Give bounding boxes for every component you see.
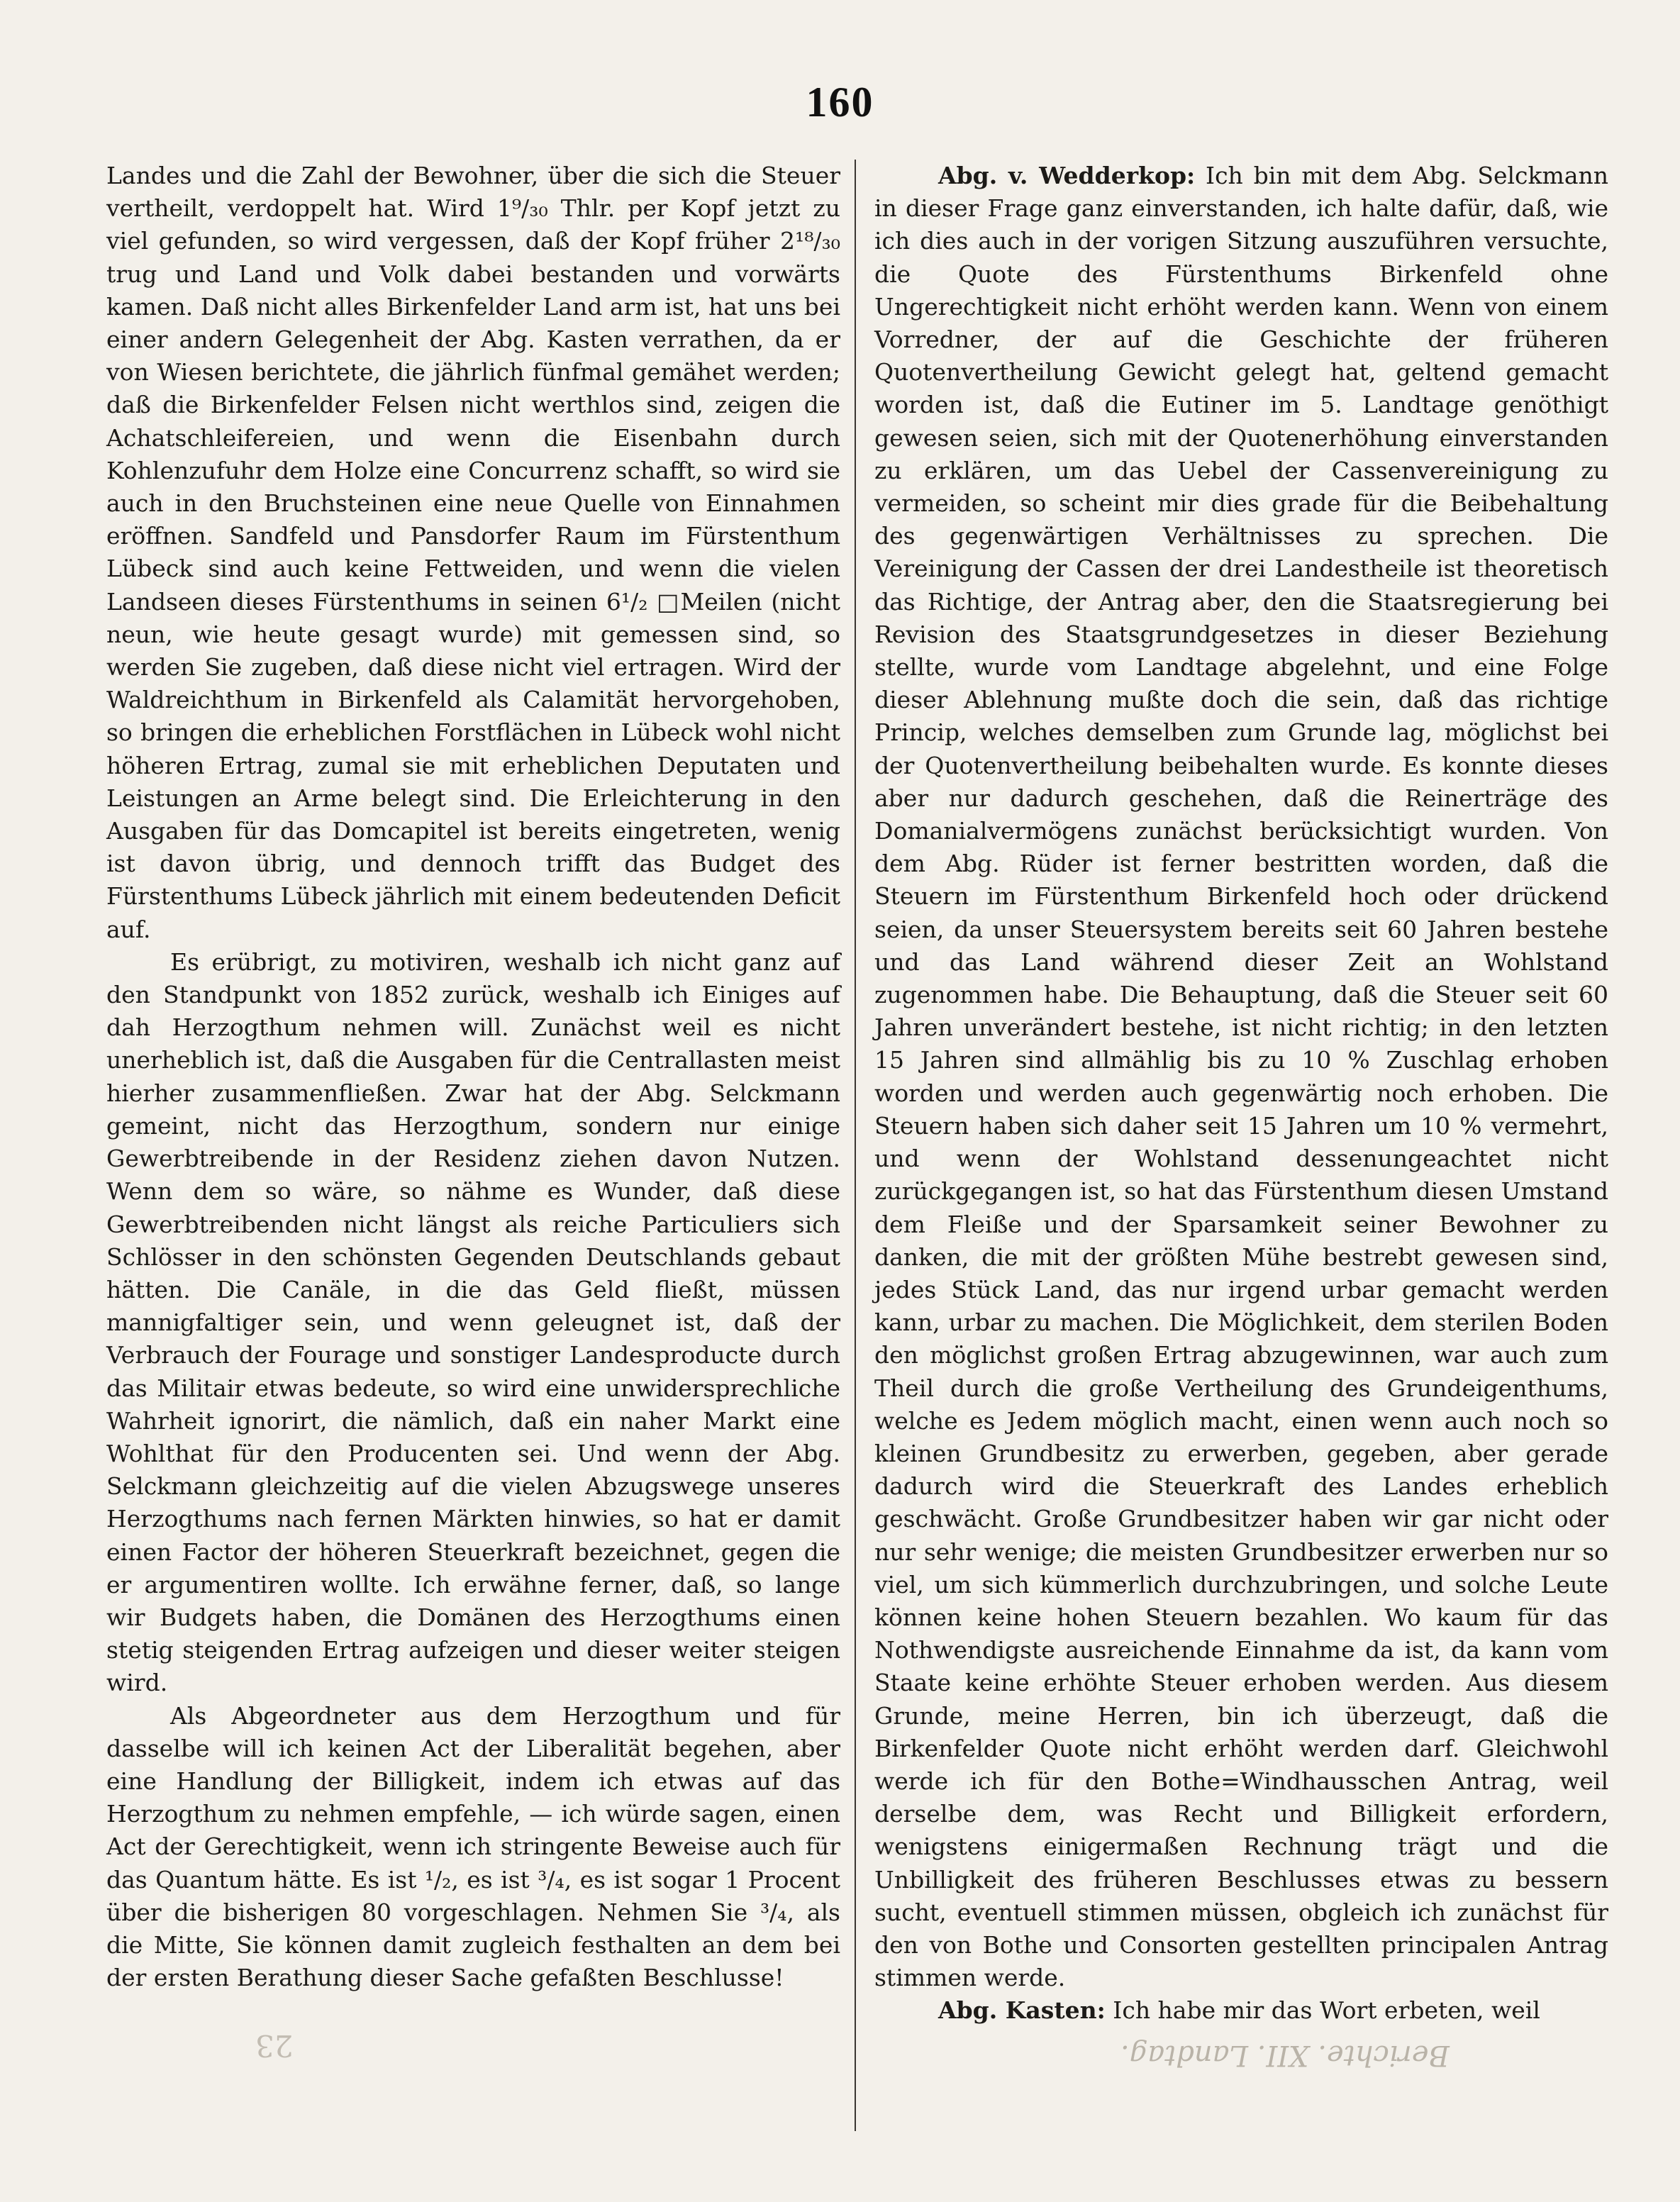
right-paragraph-2 [874,1994,1608,2027]
speaker-wedderkop: Abg. v. Wedderkop: [938,162,1196,189]
column-divider [855,160,856,2131]
right-paragraph-1-text: Ich bin mit dem Abg. Selckmann in dieser Frage ganz einverstanden, ich halte dafür, daß, wie ich dies auch in der vorigen Sitzung auszuführen versuchte, die Quote des Fürstenthums Birkenfeld ohne Ungerechtigkeit nicht erhöht werden kann. Wenn von einem Vorredner, der auf die Geschichte der früheren Quotenvertheilung Gewicht gelegt hat, geltend gemacht worden ist, daß die Eutiner im 5. Landtage genöthigt gewesen seien, sich mit der Quotenerhöhung einverstanden zu erklären, um das Uebel der Cassenvereinigung zu vermeiden, so scheint mir dies grade für die Beibehaltung des gegenwärtigen Verhältnisses zu sprechen. Die Vereinigung der Cassen der drei Landestheile ist theoretisch das Richtige, der Antrag aber, den die Staatsregierung bei Revision des Staatsgrundgesetzes in dieser Beziehung stellte, wurde vom Landtage abgelehnt, und eine Folge dieser Ablehnung mußte doch die sein, daß das richtige Princip, welches demselben zum Grunde lag, möglichst bei der Quotenvertheilung beibehalten wurde. Es konnte dieses aber nur dadurch geschehen, daß die Reinerträge des Domanialvermögens zunächst berücksichtigt wurden. Von dem Abg. Rüder ist ferner bestritten worden, daß die Steuern im Fürstenthum Birkenfeld hoch oder drückend seien, da unser Steuersystem bereits seit 60 Jahren bestehe und das Land während dieser Zeit an Wohlstand zugenommen habe. Die Behauptung, daß die Steuer seit 60 Jahren unverändert bestehe, ist nicht richtig; in den letzten 15 Jahren sind allmählig bis zu 10 % Zuschlag erhoben worden und werden auch gegenwärtig noch erhoben. Die Steuern haben sich daher seit 15 Jahren um 10 % vermehrt, und wenn der Wohlstand dessenungeachtet nicht zurückgegangen ist, so hat das Fürstenthum diesen Umstand dem Fleiße und der Sparsamkeit seiner Bewohner zu danken, die mit der größten Mühe bestrebt gewesen sind, jedes Stück Land, das nur irgend urbar gemacht werden kann, urbar zu machen. Die Möglichkeit, dem sterilen Boden den möglichst großen Ertrag abzugewinnen, war auch zum Theil durch die große Vertheilung des Grundeigenthums, welche es Jedem möglich macht, einen wenn auch noch so kleinen Grundbesitz zu erwerben, gegeben, aber gerade dadurch wird die Steuerkraft des Landes erheblich geschwächt. Große Grundbesitzer haben wir gar nicht oder nur sehr wenige; die meisten Grundbesitzer erwerben nur so viel, um sich kümmerlich durchzubringen, und solche Leute können keine hohen Steuern bezahlen. Wo kaum für das Nothwendigste ausreichende Einnahme da ist, da kann vom Staate keine erhöhte Steuer erhoben werden. Aus diesem Grunde, meine Herren, bin ich überzeugt, daß die Birkenfelder Quote nicht erhöht werden darf. Gleichwohl werde ich für den Bothe=Windhausschen Antrag, weil derselbe dem, was Recht und Billigkeit erfordern, wenigstens einigermaßen Rechnung trägt und die Unbilligkeit des früheren Beschlusses etwas zu bessern sucht, eventuell stimmen müssen, obgleich ich zunächst für den von Bothe und Consorten gestellten principalen Antrag stimmen werde. [874,162,1609,1992]
left-paragraph-1: Landes und die Zahl der Bewohner, über die sich die Steuer vertheilt, verdoppelt hat. Wird 1⁹/₃₀ Thlr. per Kopf jetzt zu viel gefunden, so wird vergessen, daß der Kopf früher 2¹⁸/₃₀ trug und Land und Volk dabei bestanden und vorwärts kamen. Daß nicht alles Birkenfelder Land arm ist, hat uns bei einer andern Gelegenheit der Abg. Kasten verrathen, da er von Wiesen berichtete, die jährlich fünfmal gemähet werden; daß die Birkenfelder Felsen nicht werthlos sind, zeigen die Achatschleifereien, und wenn die Eisenbahn durch Kohlenzufuhr dem Holze eine Concurrenz schafft, so wird sie auch in den Bruchsteinen eine neue Quelle von Einnahmen eröffnen. Sandfeld und Pansdorfer Raum im Fürstenthum Lübeck sind auch keine Fettweiden, und wenn die vielen Landseen dieses Fürstenthums in seinen 6¹/₂ □Meilen (nicht neun, wie heute gesagt wurde) mit gemessen sind, so werden Sie zugeben, daß diese nicht viel ertragen. Wird der Waldreichthum in Birkenfeld als Calamität hervorgehoben, so bringen die erheblichen Forstflächen in Lübeck wohl nicht höheren Ertrag, zumal sie mit erheblichen Deputaten und Leistungen an Arme belegt sind. Die Erleichterung in den Ausgaben für das Domcapitel ist bereits eingetreten, wenig ist davon übrig, und dennoch trifft das Budget des Fürstenthums Lübeck jährlich mit einem bedeutenden Deficit auf. [106,162,840,943]
right-paragraph-2-text: Ich habe mir das Wort erbeten, weil [1113,1996,1540,2025]
speaker-kasten: Abg. Kasten: [938,1996,1106,2025]
bleed-through-sheet-number: 23 [255,2028,294,2063]
bleed-through-running-head: Berichte. XII. Landtag. [1120,2039,1450,2072]
right-column [874,160,1608,2028]
left-paragraph-2: Es erübrigt, zu motiviren, weshalb ich nicht ganz auf den Standpunkt von 1852 zurück, weshalb ich Einiges auf dah Herzogthum nehmen will. Zunächst weil es nicht unerheblich ist, daß die Ausgaben für die Centrallasten meist hierher zusammenfließen. Zwar hat der Abg. Selckmann gemeint, nicht das Herzogthum, sondern nur einige Gewerbtreibende in der Residenz ziehen davon Nutzen. Wenn dem so wäre, so nähme es Wunder, daß diese Gewerbtreibenden nicht längst als reiche Particuliers sich Schlösser in den schönsten Gegenden Deutschlands gebaut hätten. Die Canäle, in die das Geld fließt, müssen mannigfaltiger sein, und wenn geleugnet ist, daß der Verbrauch der Fourage und sonstiger Landesproducte durch das Militair etwas bedeute, so wird eine unwidersprechliche Wahrheit ignorirt, die nämlich, daß ein naher Markt eine Wohlthat für den Producenten sei. Und wenn der Abg. Selckmann gleichzeitig auf die vielen Abzugswege unseres Herzogthums nach fernen Märkten hinwies, so hat er damit einen Factor der höheren Steuerkraft bezeichnet, gegen die er argumentiren wollte. Ich erwähne ferner, daß, so lange wir Budgets haben, die Domänen des Herzogthums einen stetig steigenden Ertrag aufzeigen und dieser weiter steigen wird. [106,947,840,1697]
left-column [106,160,840,1994]
page-number: 160 [806,79,874,126]
left-paragraph-3: Als Abgeordneter aus dem Herzogthum und für dasselbe will ich keinen Act der Liberalität begehen, aber eine Handlung der Billigkeit, indem ich etwas auf das Herzogthum zu nehmen empfehle, — ich würde sagen, einen Act der Gerechtigkeit, wenn ich stringente Beweise auch für das Quantum hätte. Es ist ¹/₂, es ist ³/₄, es ist sogar 1 Procent über die bisherigen 80 vorgeschlagen. Nehmen Sie ³/₄, als die Mitte, Sie können damit zugleich festhalten an dem bei der ersten Berathung dieser Sache gefaßten Beschlusse! [106,1701,840,1992]
right-paragraph-1 [874,160,1608,1994]
